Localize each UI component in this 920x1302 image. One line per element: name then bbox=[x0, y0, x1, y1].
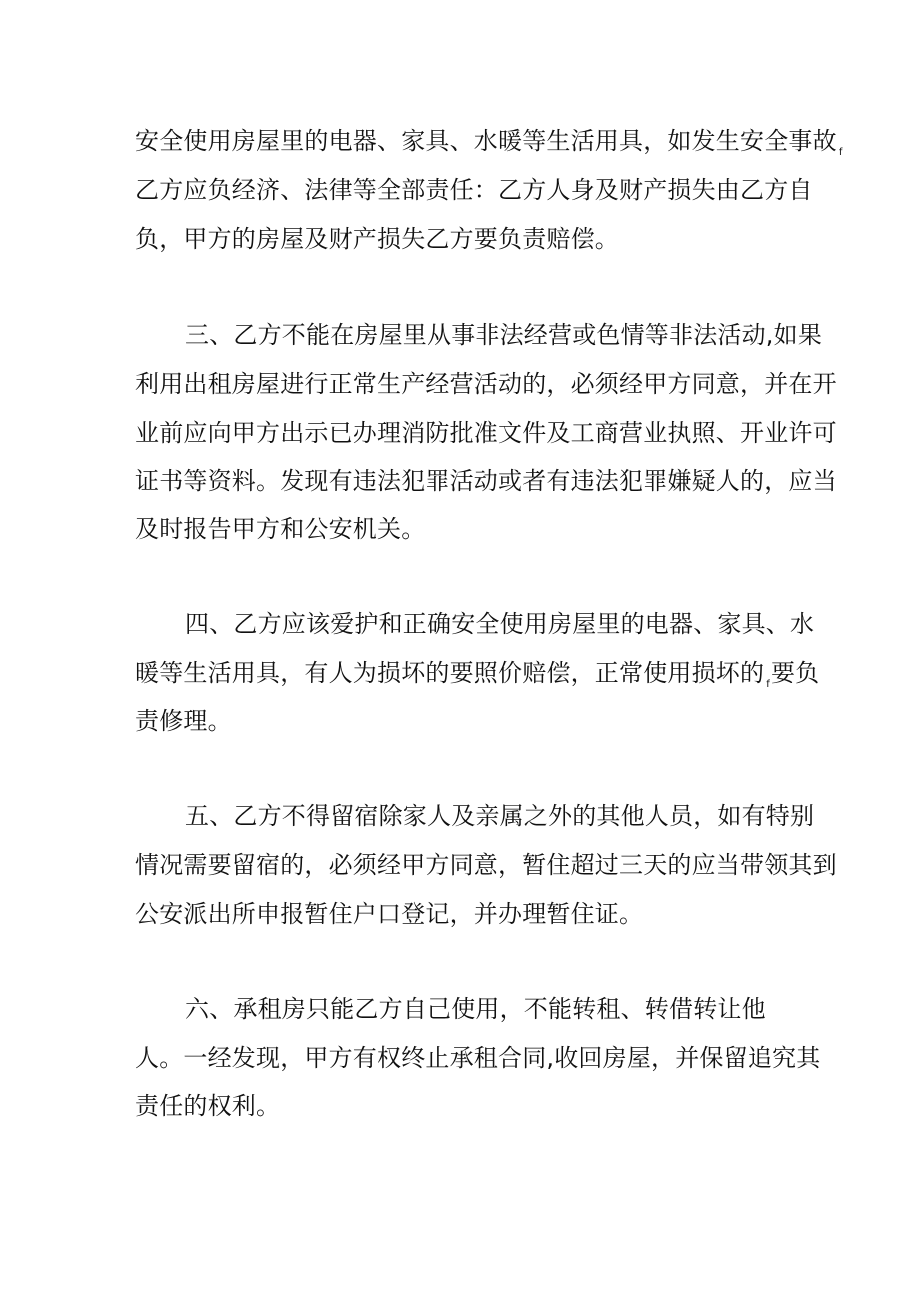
paragraph-3-line-1: 三、乙方不能在房屋里从事非法经营或色情等非法活动,如果 bbox=[185, 321, 823, 349]
paragraph-3-line-4: 证书等资料。发现有违法犯罪活动或者有违法犯罪嫌疑人的，应当 bbox=[135, 467, 837, 495]
paragraph-4-line-3: 责修理。 bbox=[135, 707, 232, 735]
paragraph-6-line-1: 六、承租房只能乙方自己使用，不能转租、转借转让他 bbox=[185, 995, 766, 1023]
paragraph-6-line-2: 人。一经发现，甲方有权终止承租合同,收回房屋，并保留追究其 bbox=[135, 1044, 821, 1072]
text: 安全使用房屋里的电器、家具、水暖等生活用具，如发生安全事故 bbox=[135, 127, 837, 155]
paragraph-4-line-2 bbox=[135, 658, 819, 700]
paragraph-6-line-3: 责任的权利。 bbox=[135, 1092, 281, 1120]
paragraph-4-line-1: 四、乙方应该爱护和正确安全使用房屋里的电器、家具、水 bbox=[185, 610, 815, 638]
paragraph-3-line-5: 及时报告甲方和公安机关。 bbox=[135, 515, 426, 543]
text: 要负 bbox=[770, 659, 820, 687]
paragraph-intro-line-1 bbox=[135, 126, 844, 168]
stray-mark: f bbox=[838, 147, 843, 158]
paragraph-3-line-2: 利用出租房屋进行正常生产经营活动的，必须经甲方同意，并在开 bbox=[135, 370, 837, 398]
paragraph-intro-line-2: 乙方应负经济、法律等全部责任：乙方人身及财产损失由乙方自 bbox=[135, 176, 813, 204]
stray-mark: f bbox=[766, 679, 770, 690]
paragraph-5-line-2: 情况需要留宿的，必须经甲方同意，暂住超过三天的应当带领其到 bbox=[135, 851, 837, 879]
paragraph-5-line-3: 公安派出所申报暂住户口登记，并办理暂住证。 bbox=[135, 900, 644, 928]
paragraph-intro-line-3: 负，甲方的房屋及财产损失乙方要负责赔偿。 bbox=[135, 225, 619, 253]
paragraph-3-line-3: 业前应向甲方出示已办理消防批准文件及工商营业执照、开业许可 bbox=[135, 419, 837, 447]
paragraph-5-line-1: 五、乙方不得留宿除家人及亲属之外的其他人员，如有特别 bbox=[185, 802, 815, 830]
text: 暖等生活用具，有人为损坏的要照价赔偿，正常使用损坏的 bbox=[135, 659, 765, 687]
